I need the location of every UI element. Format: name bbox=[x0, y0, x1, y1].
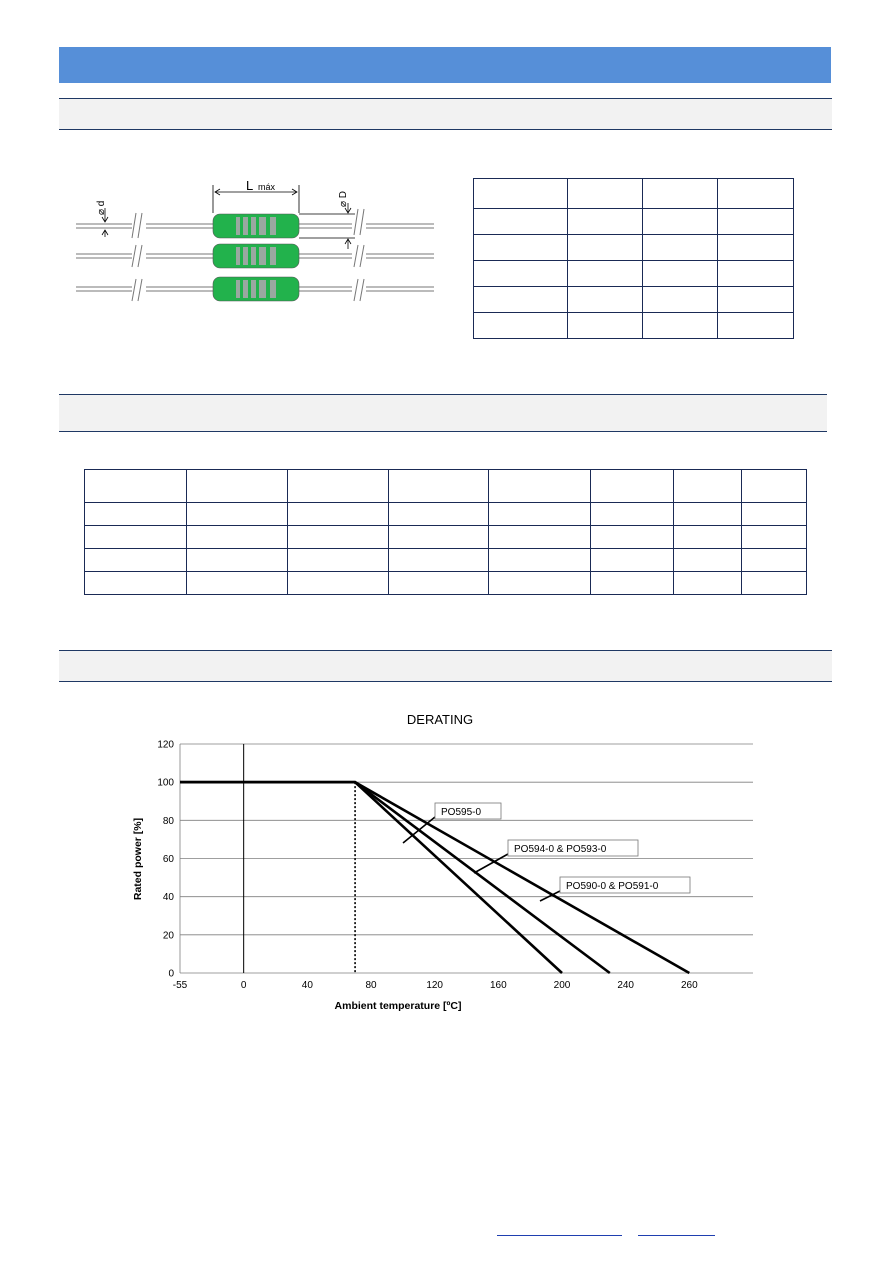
table-row bbox=[474, 209, 794, 235]
x-axis-label: Ambient temperature [ºC] bbox=[334, 1000, 462, 1012]
y-axis-label: Rated power [%] bbox=[132, 817, 144, 901]
footer-link[interactable] bbox=[497, 1225, 622, 1236]
y-tick-label: 100 bbox=[157, 777, 174, 789]
series-label: PO594-0 & PO593-0 bbox=[514, 844, 607, 855]
table-row bbox=[474, 235, 794, 261]
y-tick-label: 20 bbox=[162, 930, 174, 942]
series-line-0 bbox=[180, 782, 562, 973]
series-callout-leader bbox=[474, 854, 508, 873]
section-header-dimensions bbox=[59, 98, 832, 130]
y-tick-label: 40 bbox=[162, 892, 174, 904]
table-row bbox=[474, 179, 794, 209]
section-header-derating bbox=[59, 650, 832, 682]
x-tick-label: 260 bbox=[680, 980, 698, 991]
table-row bbox=[474, 261, 794, 287]
x-tick-label: 240 bbox=[617, 980, 635, 991]
y-tick-label: 0 bbox=[168, 968, 174, 980]
length-sub-label: máx bbox=[258, 182, 276, 192]
x-tick-label: 160 bbox=[489, 980, 507, 991]
resistor-dimension-drawing bbox=[70, 175, 440, 310]
specifications-table bbox=[84, 469, 807, 595]
x-tick-label: 40 bbox=[301, 980, 313, 991]
y-tick-label: 60 bbox=[162, 854, 174, 865]
length-label: L bbox=[246, 178, 254, 193]
table-row bbox=[85, 572, 807, 595]
x-tick-label: 0 bbox=[240, 980, 247, 991]
table-row bbox=[474, 313, 794, 339]
x-tick-label: 80 bbox=[365, 980, 377, 991]
x-tick-label: -55 bbox=[172, 980, 188, 991]
chart-title: DERATING bbox=[406, 712, 474, 727]
table-row bbox=[474, 287, 794, 313]
x-tick-label: 200 bbox=[553, 980, 571, 991]
table-row bbox=[85, 549, 807, 572]
series-label: PO590-0 & PO591-0 bbox=[566, 881, 659, 892]
table-row bbox=[85, 503, 807, 526]
y-tick-label: 80 bbox=[162, 815, 174, 827]
lead-diameter-label: ⌀ d bbox=[96, 200, 107, 215]
footer-link[interactable] bbox=[638, 1225, 715, 1236]
body-diameter-label: ⌀ D bbox=[338, 190, 349, 207]
section-header-specifications bbox=[59, 394, 827, 432]
series-line-1 bbox=[180, 782, 610, 973]
derating-chart bbox=[128, 705, 768, 1025]
series-label: PO595-0 bbox=[441, 807, 482, 818]
x-tick-label: 120 bbox=[426, 980, 444, 991]
y-tick-label: 120 bbox=[157, 739, 174, 751]
table-row bbox=[85, 526, 807, 549]
header-banner bbox=[59, 47, 831, 83]
dimensions-table bbox=[473, 178, 794, 339]
table-row bbox=[85, 470, 807, 503]
